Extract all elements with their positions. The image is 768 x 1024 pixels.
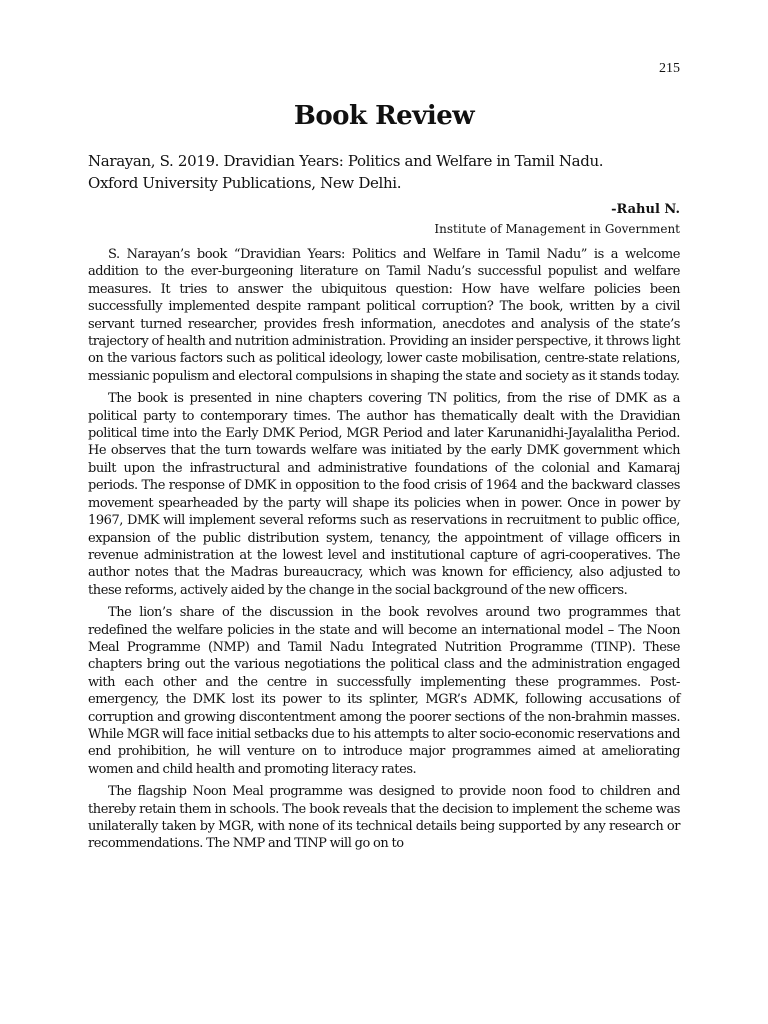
reviewer-block bbox=[434, 200, 680, 238]
citation-line-2: Oxford University Publications, New Delhi. bbox=[88, 174, 402, 192]
document-page bbox=[88, 0, 680, 1024]
paragraph-4: The flagship Noon Meal programme was designed to provide noon food to children and thereby retain them in schools. The book reveals that the decision to implement the scheme was unilaterally taken by MGR, with none of its technical details being supported by any research or recommendations. The NMP and TINP will go on to bbox=[88, 784, 680, 852]
reviewer-name: -Rahul N. bbox=[611, 202, 680, 217]
citation-line-1: Narayan, S. 2019. Dravidian Years: Politics and Welfare in Tamil Nadu. bbox=[88, 152, 604, 170]
reviewer-affiliation: Institute of Management in Government bbox=[434, 222, 680, 236]
page-title: Book Review bbox=[293, 101, 475, 131]
book-citation bbox=[88, 150, 680, 194]
page-number: 215 bbox=[659, 61, 680, 76]
paragraph-3: The lion’s share of the discussion in the book revolves around two programmes that redefined the welfare policies in the state and will become an international model – The Noon Meal Programme (NMP) and Tamil Nadu Integrated Nutrition Programme (TINP). These chapters bring out the various negotiations the political class and the administration engaged with each other and the centre in successfully implementing these programmes. Post-emergency, the DMK lost its power to its splinter, MGR’s ADMK, following accusations of corruption and growing discontentment among the poorer sections of the non-brahmin masses. While MGR will face initial setbacks due to his attempts to alter socio-economic reservations and end prohibition, he will venture on to introduce major programmes aimed at ameliorating women and child health and promoting literacy rates. bbox=[88, 605, 680, 777]
review-body bbox=[88, 246, 680, 858]
paragraph-1: S. Narayan’s book “Dravidian Years: Politics and Welfare in Tamil Nadu” is a welcome addition to the ever-burgeoning literature on Tamil Nadu’s successful populist and welfare measures. It tries to answer the ubiquitous question: How have welfare policies been successfully implemented despite rampant political corruption? The book, written by a civil servant turned researcher, provides fresh information, anecdotes and analysis of the state’s trajectory of health and nutrition administration. Providing an insider perspective, it throws light on the various factors such as political ideology, lower caste mobilisation, centre-state relations, messianic populism and electoral compulsions in shaping the state and society as it stands today. bbox=[88, 247, 680, 384]
paragraph-2: The book is presented in nine chapters covering TN politics, from the rise of DMK as a political party to contemporary times. The author has thematically dealt with the Dravidian political time into the Early DMK Period, MGR Period and later Karunanidhi-Jayalalitha Period. He observes that the turn towards welfare was initiated by the early DMK government which built upon the infrastructural and administrative foundations of the colonial and Kamaraj periods. The response of DMK in opposition to the food crisis of 1964 and the backward classes movement spearheaded by the party will shape its policies when in power. Once in power by 1967, DMK will implement several reforms such as reservations in recruitment to public office, expansion of the public distribution system, tenancy, the appointment of village officers in revenue administration at the lowest level and institutional capture of agri-cooperatives. The author notes that the Madras bureaucracy, which was known for efficiency, also adjusted to these reforms, actively aided by the change in the social background of the new officers. bbox=[88, 391, 680, 598]
